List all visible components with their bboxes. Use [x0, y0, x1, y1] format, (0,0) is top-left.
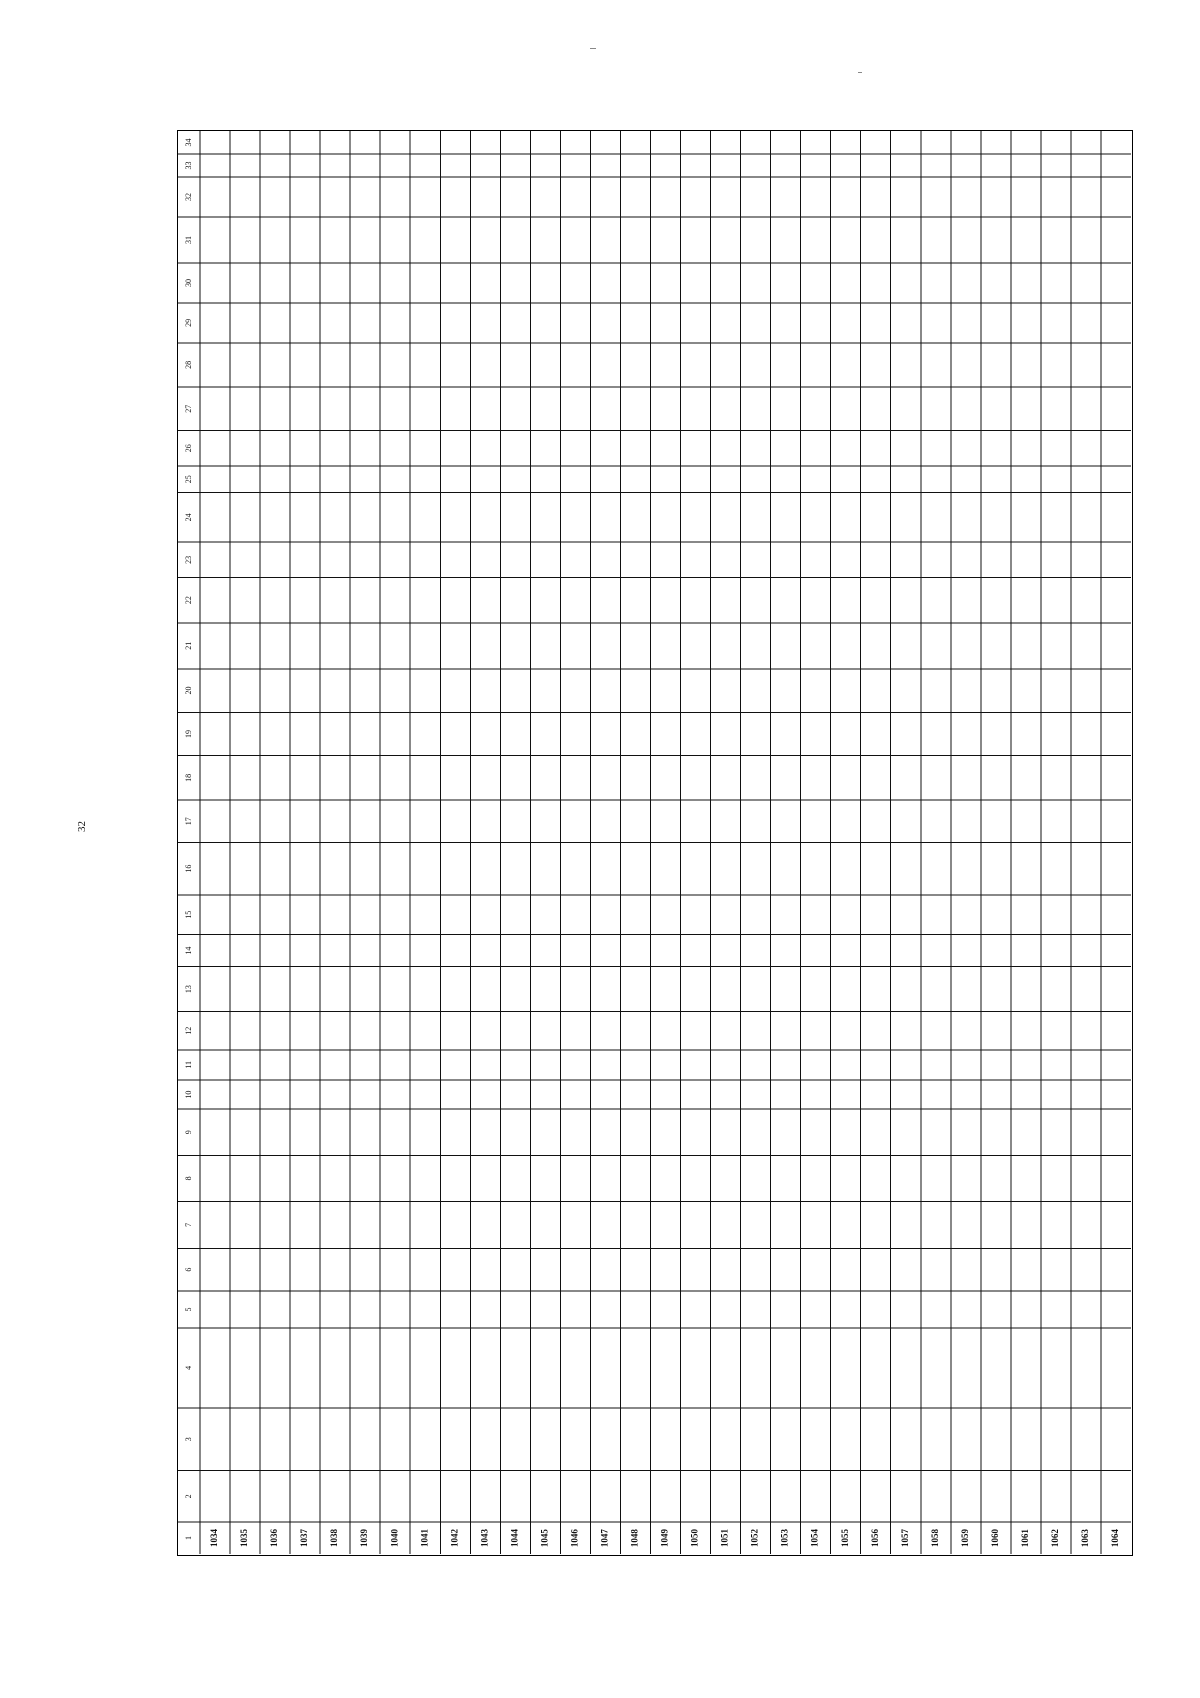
- column-number-label: 18: [183, 773, 193, 782]
- table-cell-c1: 1043: [479, 1529, 490, 1548]
- column-number-label: 5: [183, 1307, 193, 1312]
- column-number-label: 26: [183, 444, 193, 453]
- column-number-label: 23: [183, 555, 193, 564]
- column-number-label: 25: [183, 475, 193, 484]
- table-cell-c1: 1054: [809, 1529, 820, 1548]
- column-number-label: 9: [183, 1130, 193, 1135]
- table-cell-c1: 1055: [839, 1529, 850, 1548]
- column-number-label: 31: [183, 235, 193, 244]
- column-number-label: 29: [183, 318, 193, 327]
- table-cell-c1: 1051: [719, 1529, 730, 1548]
- column-number-label: 16: [183, 864, 193, 873]
- column-number-label: 8: [183, 1176, 193, 1181]
- column-number-label: 32: [183, 193, 193, 202]
- table-cell-c1: 1059: [959, 1529, 970, 1548]
- column-number-label: 30: [183, 278, 193, 287]
- column-number-label: 6: [183, 1267, 193, 1272]
- column-number-label: 11: [183, 1061, 193, 1069]
- column-number-label: 7: [183, 1222, 193, 1227]
- table-cell-c1: 1040: [389, 1529, 400, 1548]
- column-number-label: 12: [183, 1026, 193, 1035]
- column-number-label: 22: [183, 596, 193, 605]
- column-number-label: 4: [183, 1365, 193, 1370]
- column-number-label: 28: [183, 360, 193, 369]
- column-number-label: 19: [183, 729, 193, 738]
- rotated-data-table: [177, 130, 1133, 1556]
- table-cell-c1: 1037: [299, 1529, 310, 1548]
- column-number-label: 33: [183, 161, 193, 170]
- table-cell-c1: 1046: [569, 1529, 580, 1548]
- column-number-label: 3: [183, 1437, 193, 1442]
- table-cell-c1: 1061: [1019, 1529, 1030, 1548]
- column-number-label: 10: [183, 1090, 193, 1099]
- column-number-label: 34: [183, 138, 193, 147]
- scan-speck: [858, 72, 862, 73]
- table-cell-c1: 1060: [989, 1529, 1000, 1548]
- table-cell-c1: 1036: [269, 1529, 280, 1548]
- table-cell-c1: 1064: [1110, 1529, 1121, 1548]
- table-cell-c1: 1053: [779, 1529, 790, 1548]
- table-cell-c1: 1050: [689, 1529, 700, 1548]
- column-number-label: 21: [183, 641, 193, 650]
- table-cell-c1: 1042: [449, 1529, 460, 1548]
- table-cell-c1: 1038: [329, 1529, 340, 1548]
- column-number-label: 27: [183, 404, 193, 413]
- table-cell-c1: 1052: [749, 1529, 760, 1548]
- table-cell-c1: 1034: [209, 1529, 220, 1548]
- column-number-label: 2: [183, 1494, 193, 1499]
- column-number-label: 1: [183, 1536, 193, 1541]
- table-cell-c1: 1056: [869, 1529, 880, 1548]
- column-number-label: 17: [183, 817, 193, 826]
- table-cell-c1: 1039: [359, 1529, 370, 1548]
- table-cell-c1: 1035: [239, 1529, 250, 1548]
- page-number: 32: [76, 821, 88, 832]
- table-cell-c1: 1057: [899, 1529, 910, 1548]
- table-cell-c1: 1062: [1049, 1529, 1060, 1548]
- table-cell-c1: 1041: [419, 1529, 430, 1548]
- table-cell-c1: 1049: [659, 1529, 670, 1548]
- column-number-label: 24: [183, 513, 193, 522]
- table-cell-c1: 1063: [1080, 1529, 1091, 1548]
- table-cell-c1: 1047: [599, 1529, 610, 1548]
- column-number-label: 15: [183, 910, 193, 919]
- table-cell-c1: 1048: [629, 1529, 640, 1548]
- table-grid: [178, 131, 1131, 1554]
- column-number-label: 14: [183, 946, 193, 955]
- table-cell-c1: 1058: [929, 1529, 940, 1548]
- column-number-label: 20: [183, 686, 193, 695]
- scan-speck: [590, 48, 596, 49]
- table-cell-c1: 1044: [509, 1529, 520, 1548]
- table-cell-c1: 1045: [539, 1529, 550, 1548]
- column-number-label: 13: [183, 985, 193, 994]
